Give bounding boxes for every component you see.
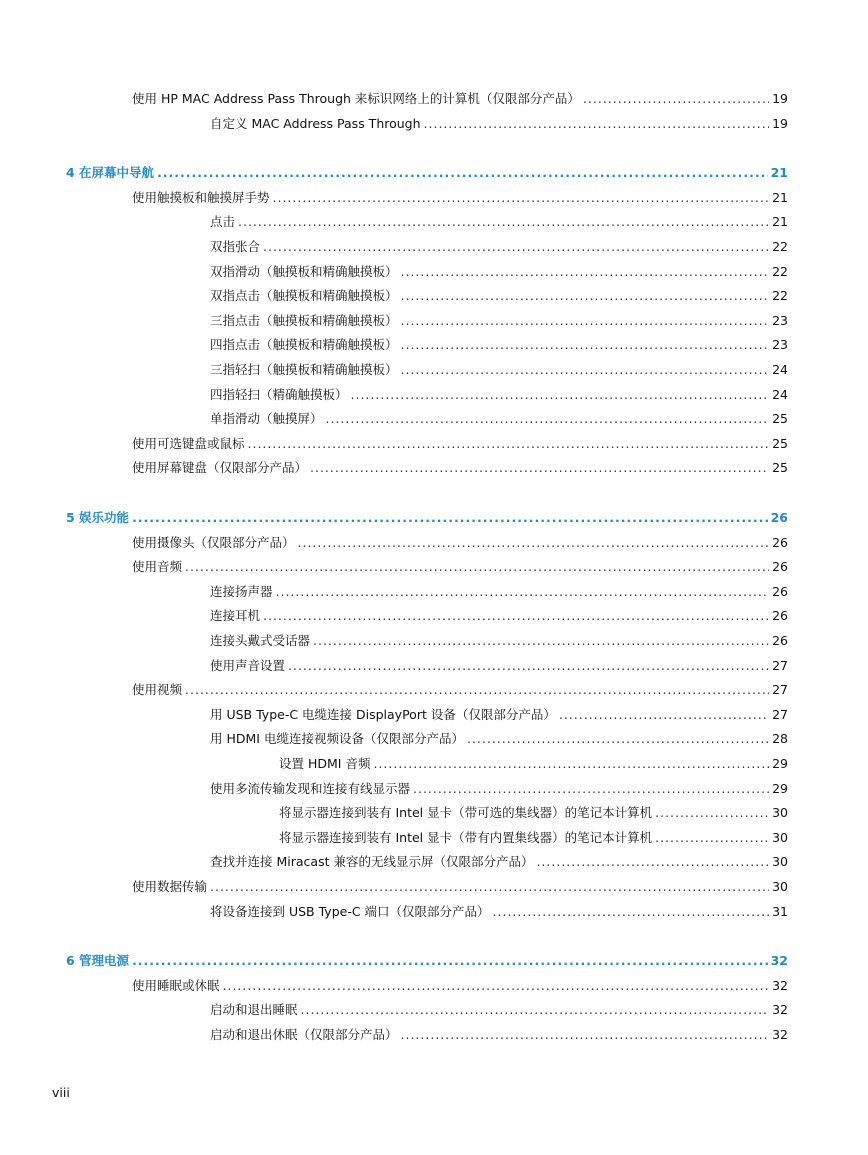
- toc-entry[interactable]: [132, 556, 788, 578]
- toc-entry-title: 启动和退出睡眠: [210, 1002, 298, 1018]
- toc-entry-title: 连接扬声器: [210, 583, 273, 599]
- dot-leader: [326, 408, 770, 430]
- toc-entry-title: 使用多流传输发现和连接有线显示器: [210, 780, 411, 796]
- toc-entry-page: 22: [772, 239, 788, 254]
- toc-entry-title: 使用触摸板和触摸屏手势: [132, 189, 270, 205]
- toc-entry-page: 25: [772, 460, 788, 476]
- toc-entry-title: 使用音频: [132, 559, 183, 575]
- toc-entry[interactable]: [210, 630, 788, 652]
- toc-entry-title: 5 娱乐功能: [66, 510, 130, 525]
- toc-entry-page: 32: [772, 1002, 788, 1018]
- toc-entry-page: 26: [772, 583, 788, 599]
- toc-entry-page: 32: [770, 953, 788, 969]
- toc-entry-title: 连接头戴式受话器: [210, 633, 311, 648]
- toc-entry-title: 将显示器连接到装有 Intel 显卡（带可选的集线器）的笔记本计算机: [279, 805, 653, 821]
- toc-entry[interactable]: [279, 753, 788, 775]
- toc-entry-page: 23: [772, 312, 788, 328]
- dot-leader: [583, 88, 769, 110]
- toc-entry[interactable]: [210, 211, 788, 233]
- toc-entry[interactable]: [210, 359, 788, 381]
- dot-leader: [401, 261, 770, 283]
- toc-entry-title: 双指点击（触摸板和精确触摸板）: [210, 288, 398, 304]
- toc-entry[interactable]: [132, 457, 788, 479]
- toc-entry-title: 四指点击（触摸板和精确触摸板）: [210, 337, 398, 353]
- dot-leader: [210, 876, 769, 898]
- toc-entry[interactable]: [210, 778, 788, 800]
- dot-leader: [373, 753, 769, 775]
- toc-entry-page: 21: [770, 165, 788, 181]
- toc-entry[interactable]: [210, 261, 788, 283]
- toc-entry-title: 使用 HP MAC Address Pass Through 来标识网络上的计算机（仅限部分产品）: [132, 91, 580, 106]
- toc-entry[interactable]: [210, 285, 788, 307]
- toc-entry-page: 32: [772, 1027, 788, 1042]
- toc-entry-title: 单指滑动（触摸屏）: [210, 411, 323, 427]
- toc-entry-title: 自定义 MAC Address Pass Through: [210, 115, 421, 131]
- toc-entry-page: 27: [772, 706, 788, 722]
- toc-entry-title: 点击: [210, 214, 236, 230]
- toc-entry-page: 24: [772, 386, 788, 402]
- dot-leader: [401, 1024, 770, 1046]
- dot-leader: [310, 457, 769, 479]
- toc-entry-title: 6 管理电源: [66, 953, 130, 969]
- toc-entry[interactable]: [210, 851, 788, 873]
- toc-entry-page: 26: [772, 608, 788, 624]
- dot-leader: [223, 975, 770, 997]
- dot-leader: [263, 605, 769, 627]
- toc-entry[interactable]: [132, 187, 788, 209]
- toc-entry-page: 32: [772, 977, 788, 993]
- toc-entry[interactable]: [279, 827, 788, 849]
- toc-entry[interactable]: [210, 236, 788, 258]
- toc-entry-title: 用 HDMI 电缆连接视频设备（仅限部分产品）: [210, 731, 464, 747]
- toc-entry-title: 设置 HDMI 音频: [279, 756, 371, 771]
- toc-entry-title: 启动和退出休眠（仅限部分产品）: [210, 1027, 398, 1042]
- toc-entry-page: 27: [772, 682, 788, 698]
- dot-leader: [301, 999, 770, 1021]
- toc-entry-page: 28: [772, 731, 788, 747]
- toc-entry-title: 查找并连接 Miracast 兼容的无线显示屏（仅限部分产品）: [210, 854, 534, 870]
- toc-entry-page: 19: [772, 91, 788, 106]
- toc-entry-page: 30: [772, 805, 788, 821]
- dot-leader: [185, 556, 769, 578]
- toc-entry-page: 30: [772, 854, 788, 870]
- toc-entry[interactable]: [210, 605, 788, 627]
- toc-entry-page: 30: [772, 829, 788, 845]
- dot-leader: [248, 433, 770, 455]
- toc-entry[interactable]: [210, 999, 788, 1021]
- toc-chapter-entry[interactable]: [66, 507, 788, 529]
- toc-entry-title: 使用屏幕键盘（仅限部分产品）: [132, 460, 308, 476]
- dot-leader: [132, 950, 768, 972]
- dot-leader: [401, 285, 770, 307]
- dot-leader: [273, 187, 770, 209]
- dot-leader: [288, 655, 769, 677]
- toc-entry[interactable]: [210, 334, 788, 356]
- toc-entry[interactable]: [132, 532, 788, 554]
- toc-entry-title: 使用视频: [132, 682, 183, 698]
- toc-entry-title: 四指轻扫（精确触摸板）: [210, 386, 348, 402]
- toc-entry-page: 26: [772, 633, 788, 648]
- toc-entry-page: 29: [772, 756, 788, 771]
- toc-entry-title: 使用可选键盘或鼠标: [132, 435, 245, 451]
- toc-chapter-entry[interactable]: [66, 162, 788, 184]
- toc-entry[interactable]: [210, 655, 788, 677]
- toc-entry-page: 23: [772, 337, 788, 353]
- toc-entry[interactable]: [132, 679, 788, 701]
- toc-entry[interactable]: [132, 876, 788, 898]
- toc-entry[interactable]: [279, 802, 788, 824]
- dot-leader: [157, 162, 768, 184]
- toc-entry-title: 4 在屏幕中导航: [66, 165, 155, 181]
- toc-entry[interactable]: [210, 1024, 788, 1046]
- toc-entry-page: 29: [772, 780, 788, 796]
- toc-entry[interactable]: [210, 901, 788, 923]
- toc-entry-page: 25: [772, 411, 788, 427]
- dot-leader: [655, 802, 769, 824]
- dot-leader: [185, 679, 769, 701]
- toc-entry-title: 将显示器连接到装有 Intel 显卡（带有内置集线器）的笔记本计算机: [279, 829, 653, 845]
- page-number: viii: [52, 1085, 70, 1100]
- dot-leader: [424, 113, 770, 135]
- dot-leader: [351, 384, 770, 406]
- toc-entry-page: 25: [772, 435, 788, 451]
- toc-entry-title: 使用睡眠或休眠: [132, 977, 220, 993]
- dot-leader: [401, 359, 770, 381]
- toc-entry-title: 三指轻扫（触摸板和精确触摸板）: [210, 362, 398, 377]
- toc-entry[interactable]: [210, 113, 788, 135]
- toc-entry-title: 三指点击（触摸板和精确触摸板）: [210, 312, 398, 328]
- dot-leader: [401, 334, 770, 356]
- toc-entry-page: 27: [772, 657, 788, 673]
- dot-leader: [263, 236, 769, 258]
- toc-entry[interactable]: [132, 975, 788, 997]
- dot-leader: [238, 211, 769, 233]
- toc-entry-page: 22: [772, 263, 788, 279]
- dot-leader: [276, 581, 770, 603]
- toc-entry[interactable]: [132, 88, 788, 110]
- toc-entry-page: 26: [770, 510, 788, 525]
- toc-entry-page: 26: [772, 534, 788, 550]
- toc-entry-title: 用 USB Type-C 电缆连接 DisplayPort 设备（仅限部分产品）: [210, 706, 556, 722]
- toc-entry[interactable]: [210, 310, 788, 332]
- toc-entry-title: 双指滑动（触摸板和精确触摸板）: [210, 263, 398, 279]
- toc-entry-page: 26: [772, 559, 788, 575]
- dot-leader: [132, 507, 768, 529]
- toc-entry[interactable]: [132, 433, 788, 455]
- dot-leader: [298, 532, 770, 554]
- toc-entry-page: 31: [772, 903, 788, 919]
- toc-entry[interactable]: [210, 408, 788, 430]
- toc-entry[interactable]: [210, 728, 788, 750]
- dot-leader: [313, 630, 769, 652]
- toc-entry-page: 21: [772, 189, 788, 205]
- toc-entry-title: 使用数据传输: [132, 879, 208, 894]
- toc-entry-page: 22: [772, 288, 788, 304]
- dot-leader: [401, 310, 770, 332]
- toc-entry[interactable]: [210, 704, 788, 726]
- toc-entry-page: 19: [772, 115, 788, 131]
- toc-entry-title: 使用摄像头（仅限部分产品）: [132, 534, 295, 550]
- toc-entry-page: 21: [772, 214, 788, 230]
- toc-entry-title: 使用声音设置: [210, 657, 286, 673]
- dot-leader: [467, 728, 769, 750]
- toc-entry-page: 24: [772, 362, 788, 377]
- toc-entry[interactable]: [210, 384, 788, 406]
- dot-leader: [559, 704, 769, 726]
- toc-entry-title: 双指张合: [210, 239, 261, 254]
- dot-leader: [493, 901, 770, 923]
- toc-entry[interactable]: [210, 581, 788, 603]
- toc-entry-title: 连接耳机: [210, 608, 261, 624]
- toc-chapter-entry[interactable]: [66, 950, 788, 972]
- dot-leader: [536, 851, 769, 873]
- toc-entry-title: 将设备连接到 USB Type-C 端口（仅限部分产品）: [210, 903, 490, 919]
- dot-leader: [413, 778, 769, 800]
- dot-leader: [655, 827, 769, 849]
- toc-entry-page: 30: [772, 879, 788, 894]
